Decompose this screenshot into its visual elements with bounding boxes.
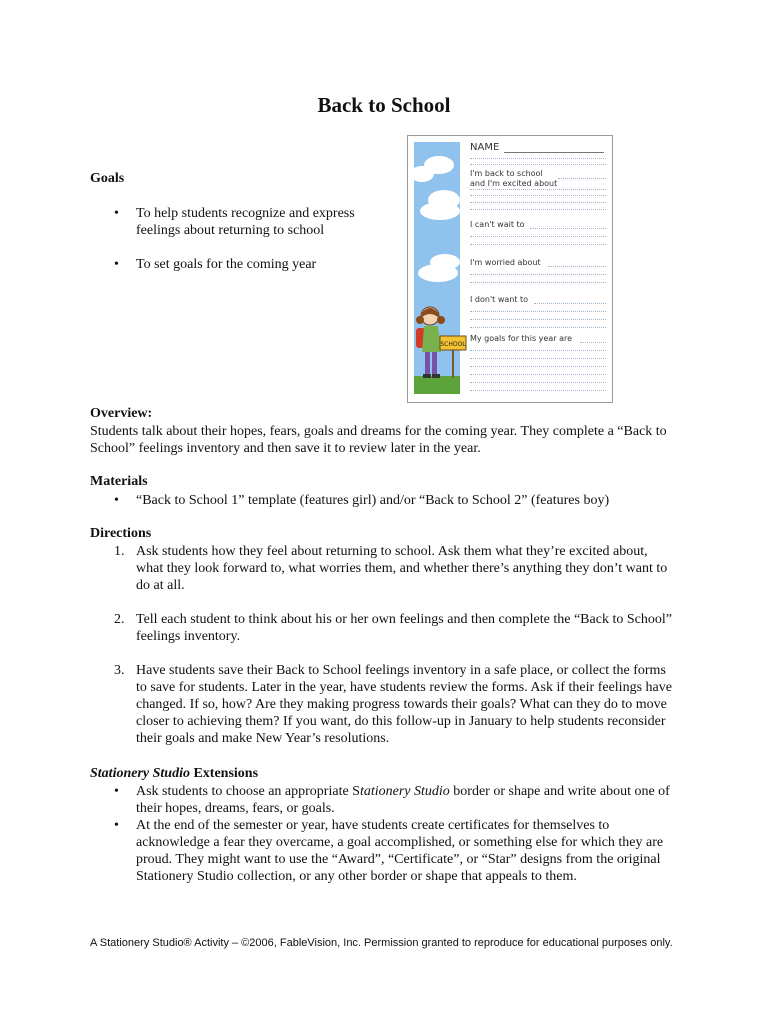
item-text: Ask students to choose an appropriate S	[136, 784, 360, 799]
worksheet-prompt: I'm worried about	[470, 258, 541, 267]
materials-heading: Materials	[90, 474, 148, 489]
list-item	[92, 543, 672, 594]
girl-illustration	[414, 296, 472, 396]
item-number: 3.	[114, 663, 125, 678]
worksheet-prompt: I can't wait to	[470, 220, 525, 229]
directions-list	[92, 543, 672, 764]
item-text-italic: tationery Studio	[359, 784, 450, 799]
extensions-heading-rest: Extensions	[189, 766, 259, 781]
page-title: Back to School	[317, 93, 451, 117]
item-number: 2.	[114, 612, 125, 627]
footer-credit: A Stationery Studio® Activity – ©2006, FableVision, Inc. Permission granted to reproduce for educational purposes only.	[90, 937, 673, 949]
extensions-heading	[90, 766, 258, 782]
directions-heading: Directions	[90, 526, 152, 541]
list-item: • At the end of the semester or year, have students create certificates for themselves to acknowledge a fear they overcame, a goal accomplished, or something else for which they are proud. They might want to use the “Award”, “Certificate”, or “Star” designs from the original Stationery Studio collection, or any other border or shape that appeals to them.	[92, 817, 677, 885]
sign-label: SCHOOL	[440, 341, 466, 348]
materials-list	[92, 492, 692, 509]
item-text: border or shape and write about one of their hopes, dreams, fears, or goals.	[136, 784, 670, 816]
worksheet-prompt: I'm back to school and I'm excited about	[470, 169, 558, 188]
goals-heading: Goals	[90, 171, 125, 186]
list-item	[92, 662, 672, 747]
item-text: Ask students how they feel about returning to school. Ask them what they’re excited about, what they look forward to, what worries them, and whether there’s anything they don’t want to do at all.	[136, 544, 668, 593]
list-item	[92, 783, 677, 817]
list-item: • To help students recognize and express feelings about returning to school	[92, 205, 362, 239]
list-item: • “Back to School 1” template (features girl) and/or “Back to School 2” (features boy)	[92, 492, 692, 509]
list-item	[92, 611, 672, 645]
worksheet-name-label: NAME	[470, 142, 500, 153]
list-item: • To set goals for the coming year	[92, 256, 362, 273]
worksheet-prompt: I don't want to	[470, 295, 529, 304]
overview-text: Students talk about their hopes, fears, goals and dreams for the coming year. They complete a “Back to School” feelings inventory and then save it to review later in the year.	[90, 424, 667, 456]
worksheet-thumbnail	[407, 135, 613, 403]
overview-heading: Overview:	[90, 406, 153, 421]
extensions-list	[92, 783, 677, 885]
item-text: Tell each student to think about his or her own feelings and then complete the “Back to School” feelings inventory.	[136, 612, 672, 644]
item-text: Have students save their Back to School feelings inventory in a safe place, or collect the forms to save for students. Later in the year, have students review the forms. Ask if their feelings have changed. If so, how? Are they making progress towards their goals? What can they do to move closer to achieving them? If you want, do this follow-up in January to help students reconsider their goals and make New Year’s resolutions.	[136, 663, 672, 746]
extensions-heading-italic: Stationery Studio	[90, 766, 190, 781]
goals-list	[92, 205, 362, 273]
item-number: 1.	[114, 544, 125, 559]
worksheet-prompt: My goals for this year are	[470, 334, 572, 343]
